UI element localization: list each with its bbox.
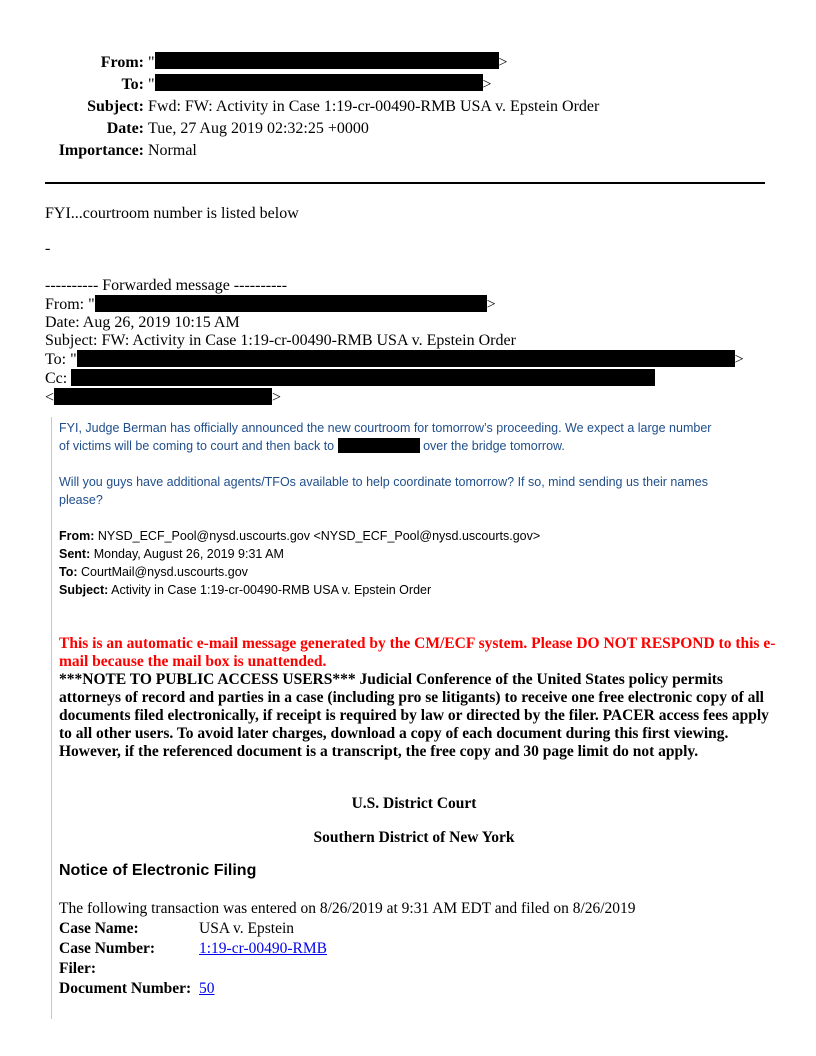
intro-text: FYI...courtroom number is listed below	[45, 205, 299, 222]
document-number-link[interactable]: 50	[199, 980, 215, 997]
public-access-note: ***NOTE TO PUBLIC ACCESS USERS*** Judicial Conference of the United States policy permits attorneys of record and parties in a case (including pro se litigants) to receive one free electronic copy of all documents filed electronically, if receipt is required by law or directed by the filer. PACER access fees apply to all other users. To avoid later charges, download a copy of each document during this first viewing. However, if the referenced document is a transcript, the free copy and 30 page limit do not apply.	[59, 671, 769, 760]
email-header: From: " > To: " > Subject: Fwd: FW: Activity in Case 1:19-cr-00490-RMB USA v. Epstein Order Date: Tue, 27 Aug 2019 02:32:25 +0000 Importance: Normal	[40, 52, 599, 162]
date-value: Tue, 27 Aug 2019 02:32:25 +0000	[148, 120, 369, 137]
auto-warning: This is an automatic e-mail message generated by the CM/ECF system. Please DO NOT RESPOND to this e-mail because the mail box is unattended.	[59, 635, 776, 670]
quoted-paragraph-2: Will you guys have additional agents/TFOs available to help coordinate tomorrow? If so, mind sending us their names please?	[59, 475, 708, 507]
redaction	[71, 369, 655, 386]
redaction	[155, 74, 483, 91]
dash-text: -	[45, 240, 51, 257]
quoted-header: From: NYSD_ECF_Pool@nysd.uscourts.gov <NYSD_ECF_Pool@nysd.uscourts.gov> Sent: Monday, August 26, 2019 9:31 AM To: CourtMail@nysd.uscourts.gov Subject: Activity in Case 1:19-cr-00490-RMB USA v. Epstein Order	[59, 529, 541, 597]
ecf-notice	[59, 635, 779, 761]
divider	[45, 182, 765, 184]
redaction	[77, 350, 735, 367]
quote-bar	[51, 417, 52, 1019]
redaction	[155, 52, 499, 69]
from-label: From:	[100, 54, 144, 71]
transaction-details: The following transaction was entered on 8/26/2019 at 9:31 AM EDT and filed on 8/26/2019 Case Name: USA v. Epstein Case Number: 1:19-cr-00490-RMB Filer: Document Number: 50	[59, 900, 636, 997]
to-label: To:	[121, 76, 144, 93]
importance-label: Importance:	[58, 142, 144, 159]
case-number-link[interactable]: 1:19-cr-00490-RMB	[199, 940, 327, 957]
subject-label: Subject:	[87, 98, 144, 115]
nef-title: Notice of Electronic Filing	[59, 862, 257, 879]
redaction	[54, 388, 272, 405]
quoted-paragraph-1: FYI, Judge Berman has officially announced the new courtroom for tomorrow’s proceeding. We expect a large number of victims will be coming to court and then back to over the bridge tomorrow.	[59, 421, 712, 453]
date-label: Date:	[106, 120, 144, 137]
redaction	[95, 295, 487, 312]
forwarded-header: ---------- Forwarded message ---------- From: " > Date: Aug 26, 2019 10:15 AM Subject: FW: Activity in Case 1:19-cr-00490-RMB USA v. Epstein Order To: " > Cc: < >	[45, 277, 744, 406]
court-name: U.S. District Court	[351, 795, 477, 812]
case-name: USA v. Epstein	[199, 920, 295, 937]
redaction	[338, 438, 420, 453]
district-name: Southern District of New York	[313, 829, 515, 846]
subject-value: Fwd: FW: Activity in Case 1:19-cr-00490-RMB USA v. Epstein Order	[148, 98, 600, 115]
importance-value: Normal	[148, 142, 197, 159]
